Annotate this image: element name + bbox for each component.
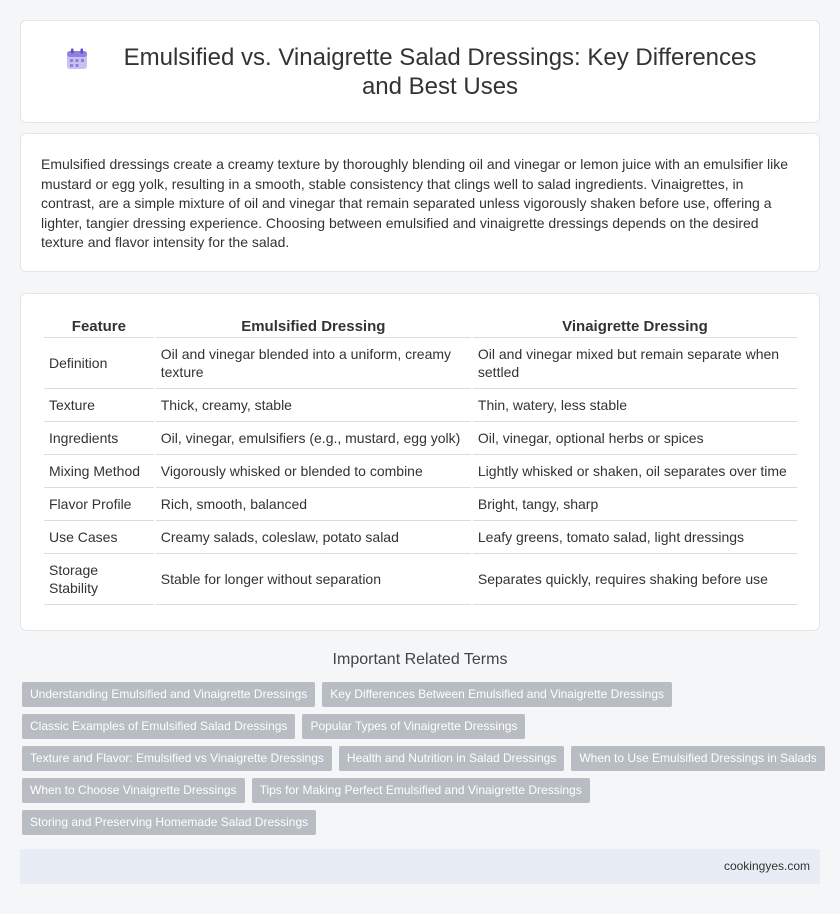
vinaigrette-cell: Leafy greens, tomato salad, light dressings — [473, 521, 797, 554]
related-term-link[interactable]: Key Differences Between Emulsified and Vinaigrette Dressings — [322, 682, 672, 707]
site-name[interactable]: cookingyes.com — [723, 859, 810, 873]
table-row — [44, 422, 797, 455]
footer — [20, 849, 820, 884]
table-row — [44, 554, 797, 605]
table-row — [44, 521, 797, 554]
vinaigrette-cell: Oil, vinegar, optional herbs or spices — [473, 422, 797, 455]
tag-row — [22, 746, 822, 771]
tag-row — [22, 778, 822, 803]
feature-cell: Storage Stability — [44, 554, 154, 605]
emulsified-cell: Thick, creamy, stable — [156, 389, 471, 422]
table-row — [44, 338, 797, 389]
related-term-link[interactable]: Popular Types of Vinaigrette Dressings — [302, 714, 525, 739]
page-title: Emulsified vs. Vinaigrette Salad Dressings: Key Differences and Best Uses — [123, 44, 757, 100]
vinaigrette-cell: Oil and vinegar mixed but remain separate when settled — [473, 338, 797, 389]
related-term-link[interactable]: Tips for Making Perfect Emulsified and Vinaigrette Dressings — [252, 778, 590, 803]
comparison-table — [42, 315, 799, 605]
feature-cell: Mixing Method — [44, 455, 154, 488]
emulsified-cell: Creamy salads, coleslaw, potato salad — [156, 521, 471, 554]
comparison-card — [20, 293, 820, 631]
tag-row — [22, 682, 822, 707]
tag-row — [22, 810, 822, 835]
table-row — [44, 488, 797, 521]
feature-cell: Texture — [44, 389, 154, 422]
intro-paragraph: Emulsified dressings create a creamy texture by thoroughly blending oil and vinegar or lemon juice with an emulsifier like mustard or egg yolk, resulting in a smooth, stable consistency that clings well to salad ingredients. Vinaigrettes, in contrast, are a simple mixture of oil and vinegar that remain separated unless vigorously shaken before use, offering a lighter, tangier dressing experience. Choosing between emulsified and vinaigrette dressings depends on the desired texture and flavor intensity for the salad. — [41, 156, 789, 250]
emulsified-cell: Rich, smooth, balanced — [156, 488, 471, 521]
feature-cell: Definition — [44, 338, 154, 389]
emulsified-cell: Vigorously whisked or blended to combine — [156, 455, 471, 488]
header-feature: Feature — [44, 315, 154, 338]
related-term-link[interactable]: Health and Nutrition in Salad Dressings — [339, 746, 564, 771]
tag-row — [22, 714, 822, 739]
header-vinaigrette: Vinaigrette Dressing — [473, 315, 797, 338]
intro-card — [20, 133, 820, 272]
table-row — [44, 389, 797, 422]
vinaigrette-cell: Lightly whisked or shaken, oil separates over time — [473, 455, 797, 488]
vinaigrette-cell: Thin, watery, less stable — [473, 389, 797, 422]
related-term-link[interactable]: When to Use Emulsified Dressings in Salads — [571, 746, 824, 771]
emulsified-cell: Stable for longer without separation — [156, 554, 471, 605]
feature-cell: Flavor Profile — [44, 488, 154, 521]
related-term-link[interactable]: Understanding Emulsified and Vinaigrette Dressings — [22, 682, 315, 707]
related-terms-title: Important Related Terms — [332, 651, 508, 668]
table-header-row — [44, 315, 797, 338]
related-term-link[interactable]: Classic Examples of Emulsified Salad Dressings — [22, 714, 295, 739]
related-term-link[interactable]: Texture and Flavor: Emulsified vs Vinaigrette Dressings — [22, 746, 332, 771]
vinaigrette-cell: Bright, tangy, sharp — [473, 488, 797, 521]
related-term-link[interactable]: When to Choose Vinaigrette Dressings — [22, 778, 245, 803]
feature-cell: Use Cases — [44, 521, 154, 554]
related-term-link[interactable]: Storing and Preserving Homemade Salad Dressings — [22, 810, 316, 835]
header-emulsified: Emulsified Dressing — [156, 315, 471, 338]
vinaigrette-cell: Separates quickly, requires shaking before use — [473, 554, 797, 605]
table-row — [44, 455, 797, 488]
related-terms-list — [22, 682, 822, 842]
feature-cell: Ingredients — [44, 422, 154, 455]
emulsified-cell: Oil and vinegar blended into a uniform, creamy texture — [156, 338, 471, 389]
emulsified-cell: Oil, vinegar, emulsifiers (e.g., mustard, egg yolk) — [156, 422, 471, 455]
header-card — [20, 20, 820, 123]
